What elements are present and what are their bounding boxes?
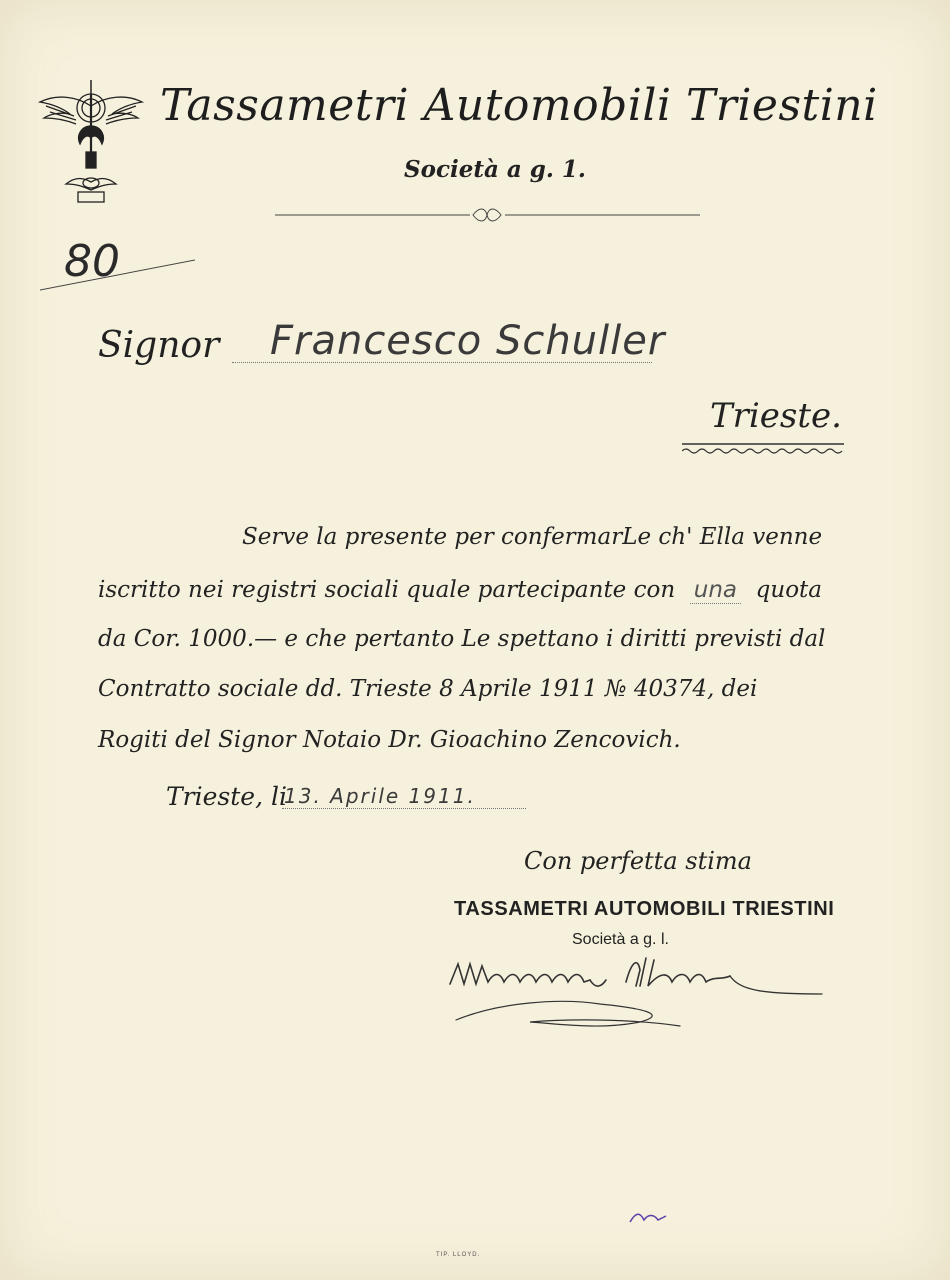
number-underline bbox=[40, 256, 195, 296]
company-subtitle: Società a g. 1. bbox=[404, 156, 586, 183]
body-line-5: Rogiti del Signor Notaio Dr. Gioachino Zencovich. bbox=[98, 727, 681, 753]
addressee-label: Signor bbox=[98, 325, 220, 366]
addressee-name: Francesco Schuller bbox=[270, 318, 666, 364]
body-line-2-end: quota bbox=[755, 577, 822, 603]
closing-greeting: Con perfetta stima bbox=[524, 847, 752, 875]
body-line-2-start: iscritto nei registri sociali quale partecipante con bbox=[98, 577, 676, 603]
company-title: Tassametri Automobili Triestini bbox=[160, 80, 878, 131]
addressee-dotted-line bbox=[232, 362, 652, 363]
body-line-1: Serve la presente per confermarLe ch' Ella venne bbox=[242, 524, 823, 550]
quota-fill: una bbox=[690, 577, 741, 604]
signature-company-subtitle: Società a g. l. bbox=[572, 931, 669, 948]
printer-imprint: TIP. LLOYD. bbox=[436, 1252, 481, 1258]
date-label: Trieste, li bbox=[166, 782, 287, 811]
divider-ornament bbox=[275, 205, 700, 225]
document-number: 80 bbox=[64, 236, 120, 287]
body-line-4: Contratto sociale dd. Trieste 8 Aprile 1911 № 40374, dei bbox=[98, 676, 758, 702]
city-wavy-underline bbox=[682, 440, 844, 456]
body-line-3: da Cor. 1000.— e che pertanto Le spettano i diritti previsti dal bbox=[98, 626, 826, 652]
ink-mark bbox=[626, 1206, 671, 1226]
date-value: 13. Aprile 1911. bbox=[284, 784, 476, 808]
signature-company: TASSAMETRI AUTOMOBILI TRIESTINI bbox=[454, 898, 835, 920]
city-label: Trieste. bbox=[710, 396, 842, 436]
date-dotted-line bbox=[282, 808, 526, 809]
body-line-2 bbox=[98, 577, 822, 603]
handwritten-signature bbox=[440, 950, 830, 1035]
winged-emblem-logo bbox=[36, 66, 146, 206]
